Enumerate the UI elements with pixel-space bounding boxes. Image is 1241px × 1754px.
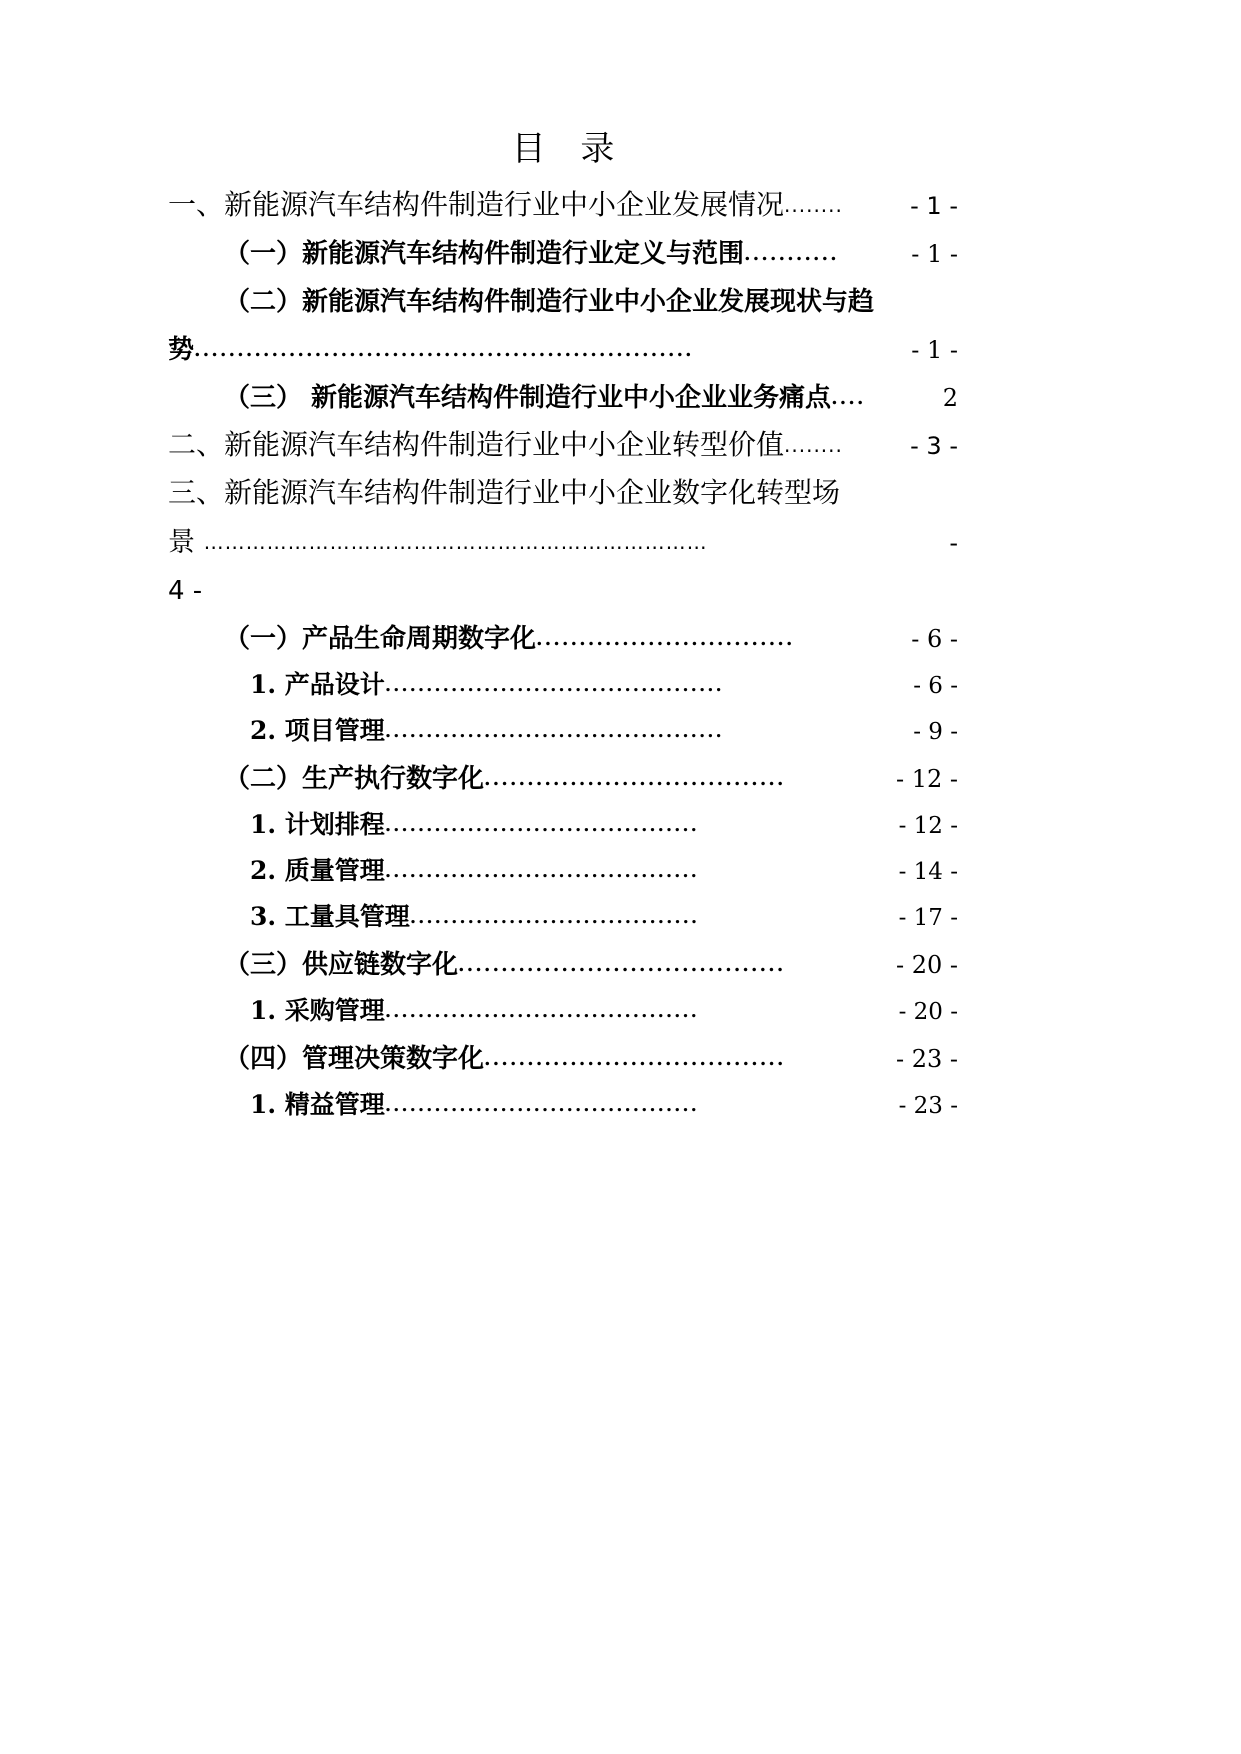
- toc-page-number: - 6 -: [913, 672, 958, 699]
- toc-entry-15[interactable]: [168, 995, 958, 1025]
- toc-leader-dots: ………………………………………………………………: [203, 531, 708, 552]
- toc-page-number: - 23 -: [898, 1092, 958, 1119]
- toc-entry-4[interactable]: [168, 382, 958, 413]
- toc-page-number: 2: [942, 383, 958, 412]
- toc-leader-dots: ......................................: [384, 862, 699, 881]
- toc-leader-dots: ..............................: [536, 629, 795, 649]
- toc-page-number: - 14 -: [898, 858, 958, 885]
- toc-entry-label-wrap: 景: [168, 526, 204, 558]
- toc-entry-label: （一）产品生命周期数字化: [224, 623, 537, 654]
- toc-entry-1[interactable]: [168, 187, 958, 221]
- toc-entry-label: 二、新能源汽车结构件制造行业中小企业转型价值: [168, 427, 785, 461]
- toc-entry-2[interactable]: [168, 238, 958, 269]
- toc-page-number-partial: -: [949, 528, 958, 557]
- toc-entry-13[interactable]: [168, 901, 958, 931]
- toc-entry-label: 一、新能源汽车结构件制造行业中小企业发展情况: [168, 187, 785, 221]
- toc-entry-label: （三）供应链数字化: [224, 949, 459, 980]
- toc-page-number: - 17 -: [898, 904, 958, 931]
- toc-entry-label: 1. 计划排程: [250, 809, 385, 839]
- toc-page-number: - 12 -: [895, 764, 958, 793]
- toc-page-number: - 23 -: [895, 1044, 958, 1073]
- toc-leader-dots: ...........: [744, 244, 839, 264]
- toc-leader-dots: ...................................: [409, 908, 700, 927]
- toc-entry-label: （一）新能源汽车结构件制造行业定义与范围: [224, 238, 745, 269]
- toc-entry-6-page-tail: [168, 575, 958, 606]
- toc-page-number: - 12 -: [898, 812, 958, 839]
- toc-leader-dots: ........: [784, 194, 843, 215]
- toc-entry-6[interactable]: [168, 475, 958, 509]
- toc-entry-8[interactable]: [168, 669, 958, 699]
- toc-entry-10[interactable]: [168, 763, 958, 794]
- toc-page-number-tail: 4 -: [168, 575, 203, 606]
- toc-leader-dots: ...................................: [484, 1049, 786, 1069]
- toc-entry-label: 3. 工量具管理: [250, 901, 410, 931]
- toc-leader-dots: ..........................................................: [194, 340, 694, 360]
- toc-page-number: - 3 -: [910, 431, 958, 460]
- toc-page-number: - 6 -: [911, 624, 958, 653]
- toc-leader-dots: ....: [831, 388, 866, 408]
- toc-page-number: - 1 -: [911, 335, 958, 364]
- toc-page-number: - 20 -: [898, 998, 958, 1025]
- toc-entry-6-wrap[interactable]: [168, 526, 958, 558]
- toc-entry-7[interactable]: [168, 623, 958, 654]
- toc-page-number: - 1 -: [910, 191, 958, 220]
- toc-entry-5[interactable]: [168, 427, 958, 461]
- toc-entry-14[interactable]: [168, 949, 958, 980]
- toc-entry-3-wrap[interactable]: [168, 334, 958, 365]
- toc-entry-label: （二）新能源汽车结构件制造行业中小企业发展现状与趋: [224, 286, 875, 317]
- toc-entry-label: 1. 采购管理: [250, 995, 385, 1025]
- toc-leader-dots: ......................................: [384, 1096, 699, 1115]
- toc-entry-12[interactable]: [168, 855, 958, 885]
- page-title: 目 录: [511, 129, 627, 169]
- toc-leader-dots: .........................................: [384, 722, 724, 741]
- toc-entry-17[interactable]: [168, 1089, 958, 1119]
- toc-leader-dots: ........: [784, 434, 843, 455]
- toc-entry-16[interactable]: [168, 1043, 958, 1074]
- toc-content: [168, 128, 958, 1118]
- toc-leader-dots: .........................................: [384, 676, 724, 695]
- toc-page-number: - 9 -: [913, 718, 958, 745]
- toc-entry-label: 2. 项目管理: [250, 715, 385, 745]
- toc-entry-11[interactable]: [168, 809, 958, 839]
- toc-page-number: - 20 -: [895, 950, 958, 979]
- toc-leader-dots: ......................................: [384, 816, 699, 835]
- toc-page-number: - 1 -: [911, 239, 958, 268]
- toc-entry-9[interactable]: [168, 715, 958, 745]
- toc-entry-3[interactable]: [168, 286, 958, 317]
- toc-entry-label: （三） 新能源汽车结构件制造行业中小企业业务痛点: [224, 382, 832, 413]
- toc-leader-dots: ......................................: [458, 955, 786, 975]
- toc-leader-dots: ......................................: [384, 1002, 699, 1021]
- toc-entry-label: 2. 质量管理: [250, 855, 385, 885]
- toc-entry-label-wrap: 势: [168, 334, 195, 365]
- toc-entry-label: 三、新能源汽车结构件制造行业中小企业数字化转型场: [168, 475, 841, 509]
- toc-entry-label: （四）管理决策数字化: [224, 1043, 485, 1074]
- toc-entry-label: （二）生产执行数字化: [224, 763, 485, 794]
- toc-entry-label: 1. 产品设计: [250, 669, 385, 699]
- toc-leader-dots: ...................................: [484, 769, 786, 789]
- toc-entry-label: 1. 精益管理: [250, 1089, 385, 1119]
